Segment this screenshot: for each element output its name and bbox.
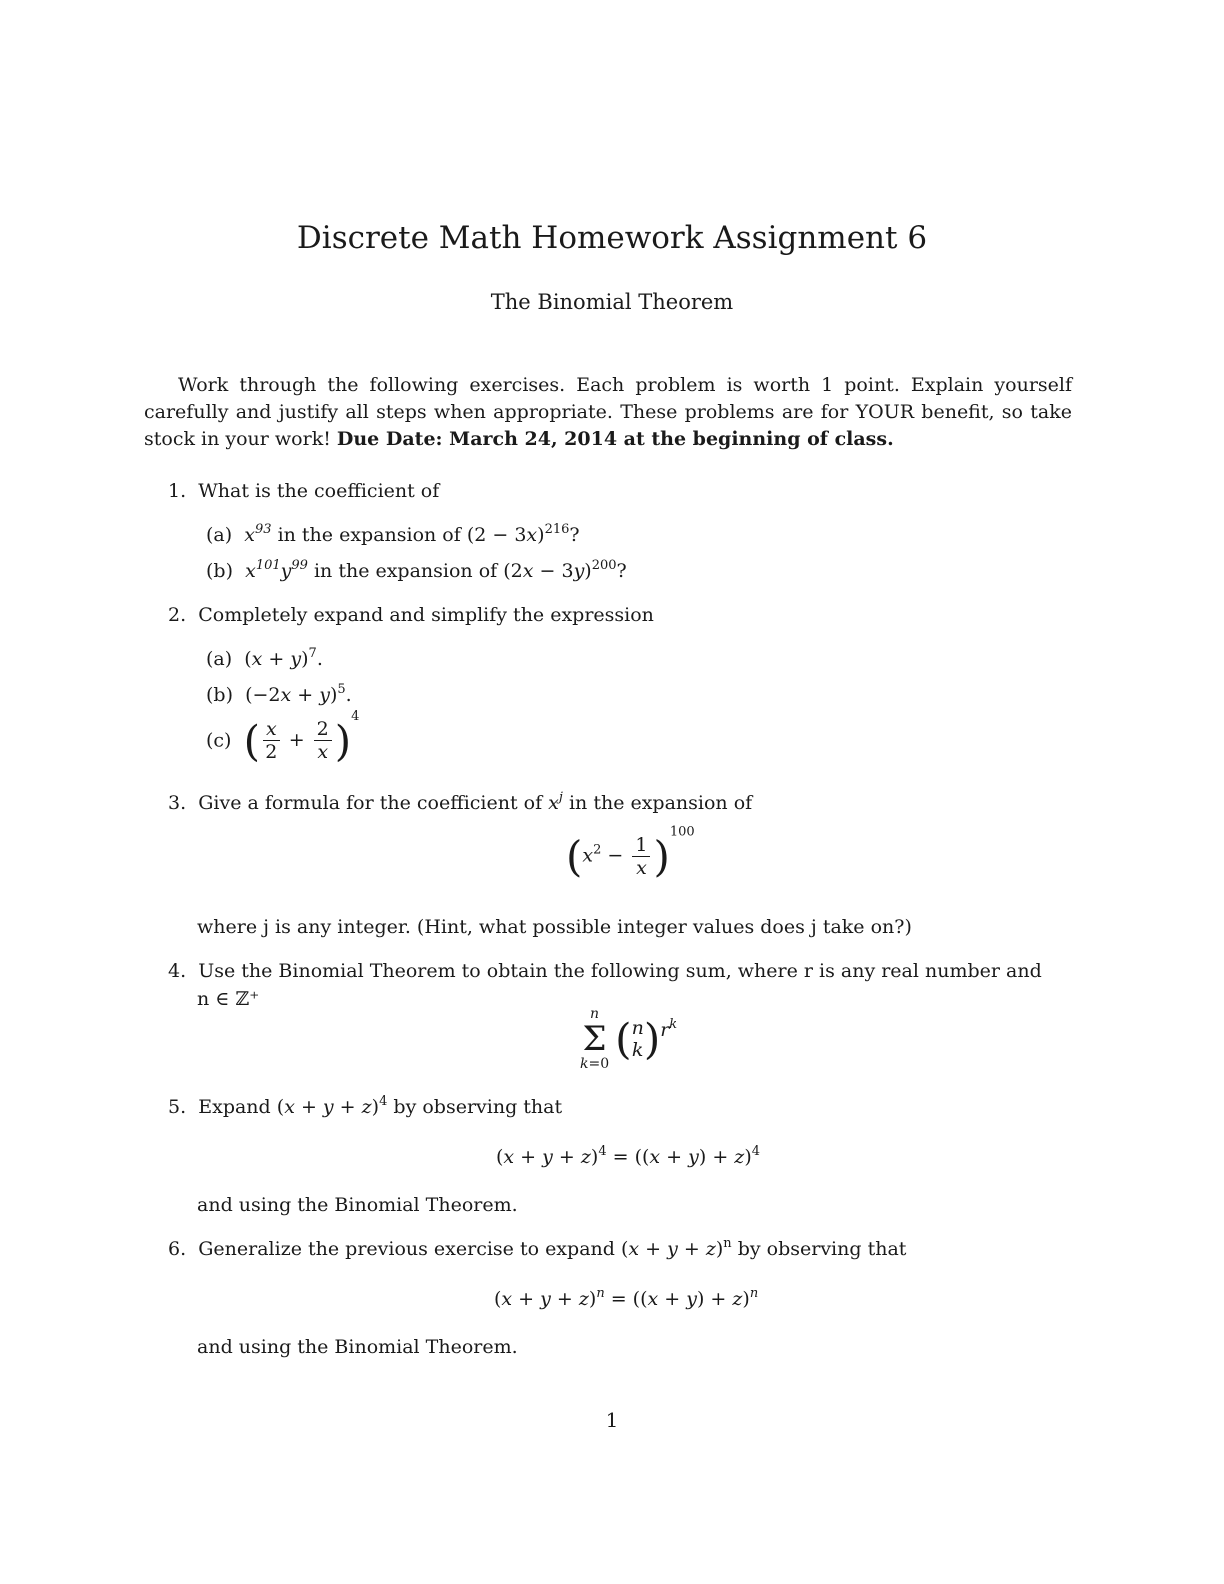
problem-1b-term: $x^{101}y^{99}$ (245, 558, 308, 582)
intro-text: Work through the following exercises. Each problem is worth 1 point. Explain yourself carefully and justify all steps when appropriate. These problems are for YOUR benefit, so take stock in your work! (144, 374, 1072, 450)
problem-5-number: 5. (168, 1096, 187, 1118)
page-title: Discrete Math Homework Assignment 6 (296, 220, 928, 256)
problem-1b-label: (b) (206, 560, 233, 582)
problem-2c-expr: ( $\frac{x}{2}$ + $\frac{2}{x}$ )$^4$ (243, 708, 360, 765)
problem-2c (206, 708, 360, 765)
problem-4-number: 4. (168, 960, 187, 982)
problem-6-number: 6. (168, 1238, 187, 1260)
problem-3-text-before: Give a formula for the coefficient of (198, 792, 543, 814)
problem-2b (206, 684, 352, 706)
problem-6-text-before: Generalize the previous exercise to expand (198, 1238, 615, 1260)
problem-5-text-before: Expand (198, 1096, 271, 1118)
problem-4 (168, 960, 1042, 982)
problem-5 (168, 1096, 562, 1118)
problem-4-text2: n ∈ ℤ⁺ (197, 988, 260, 1010)
problem-2-text: Completely expand and simplify the expression (198, 604, 654, 626)
problem-1a-term: $x^{93}$ (244, 522, 272, 546)
problem-1-text: What is the coefficient of (198, 480, 440, 502)
problem-5-closing: and using the Binomial Theorem. (197, 1194, 518, 1216)
problem-4-text: Use the Binomial Theorem to obtain the following sum, where r is any real number and (198, 960, 1042, 982)
page-subtitle: The Binomial Theorem (490, 290, 734, 314)
problem-6-closing: and using the Binomial Theorem. (197, 1336, 518, 1358)
problem-6-equation: $(x + y + z)^n = ((x + y) + z)^n$ (494, 1286, 759, 1310)
problem-5-text-after: by observing that (393, 1096, 563, 1118)
problem-5-equation: $(x + y + z)^4 = ((x + y) + z)^4$ (496, 1144, 761, 1168)
problem-2b-label: (b) (206, 684, 233, 706)
problem-2-number: 2. (168, 604, 187, 626)
problem-3-text-after: in the expansion of (568, 792, 753, 814)
problem-3-number: 3. (168, 792, 187, 814)
problem-1b-text: in the expansion of (313, 560, 498, 582)
problem-5-expr-inline: $(x + y + z)^4$ (276, 1094, 388, 1118)
problem-3-expr: ($x^2$ − $\frac{1}{x}$ )$^{100}$ (566, 824, 695, 881)
problem-1-number: 1. (168, 480, 187, 502)
problem-4-sum: n Σ k=0 ( n k )$r^k$ (580, 1006, 678, 1072)
intro-paragraph (144, 372, 1072, 453)
due-date: Due Date: March 24, 2014 at the beginning of class. (336, 428, 894, 450)
problem-6-text-after: by observing that (737, 1238, 907, 1260)
problem-2a-label: (a) (206, 648, 233, 670)
problem-1a (206, 524, 580, 546)
problem-6 (168, 1238, 906, 1260)
problem-1b (206, 560, 627, 582)
problem-2c-label: (c) (206, 729, 232, 752)
problem-1a-text: in the expansion of (277, 524, 461, 546)
problem-1a-label: (a) (206, 524, 233, 546)
problem-1 (168, 480, 439, 502)
problem-3 (168, 792, 752, 814)
problem-2a-expr: $(x + y)^7$. (244, 646, 323, 670)
problem-1a-expr: $(2 - 3x)^{216}$? (466, 522, 580, 546)
problem-1b-expr: $(2x - 3y)^{200}$? (503, 558, 627, 582)
page-number: 1 (605, 1408, 619, 1432)
problem-2 (168, 604, 654, 626)
problem-2a (206, 648, 323, 670)
problem-3-term: $x^j$ (548, 790, 563, 814)
problem-2b-expr: $(-2x + y)^5$. (245, 682, 352, 706)
problem-3-where: where j is any integer. (Hint, what possible integer values does j take on?) (197, 916, 912, 938)
problem-6-expr-inline: $(x + y + z)^n$ (620, 1236, 732, 1260)
